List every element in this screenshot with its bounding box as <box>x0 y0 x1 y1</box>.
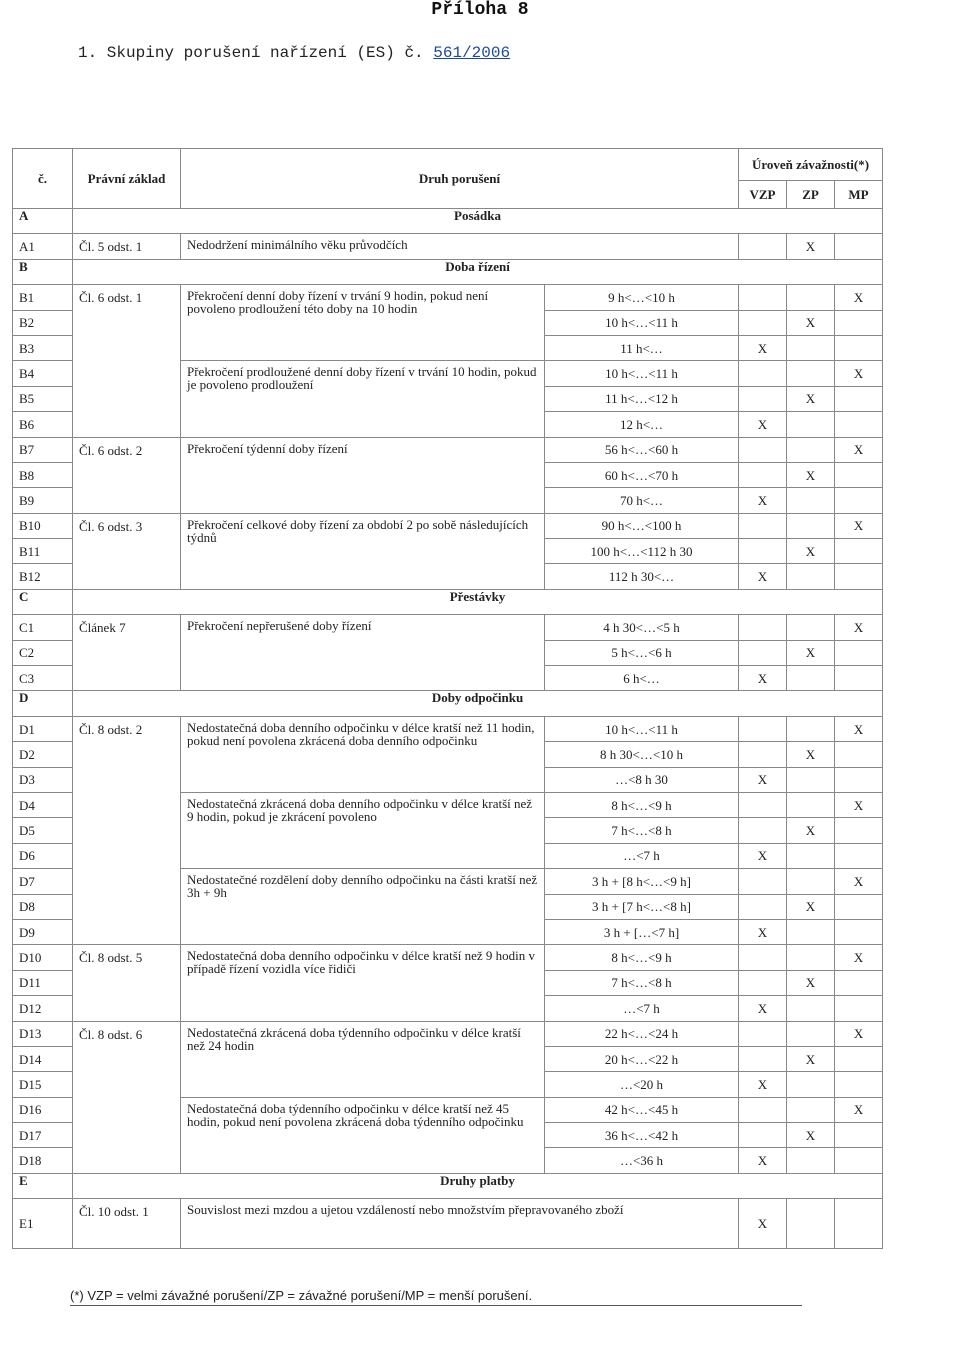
vzp-cell: X <box>739 1148 787 1173</box>
violation-cell: Nedostatečná doba denního odpočinku v délce kratší než 11 hodin, pokud není povolena zkrácená doba denního odpočinku <box>181 716 545 792</box>
section-row-c <box>13 589 883 614</box>
table-row <box>13 1021 883 1046</box>
section-title: Posádka <box>73 209 883 234</box>
violation-cell: Překročení denní doby řízení v trvání 9 hodin, pokud není povoleno prodloužení této doby na 10 hodin <box>181 285 545 361</box>
table-row <box>13 437 883 462</box>
range-cell: 36 h<…<42 h <box>545 1123 739 1148</box>
range-cell: 9 h<…<10 h <box>545 285 739 310</box>
vzp-cell <box>739 792 787 817</box>
legal-basis-cell: Čl. 10 odst. 1 <box>73 1199 181 1249</box>
vzp-cell: X <box>739 843 787 868</box>
table-row <box>13 285 883 310</box>
mp-cell: X <box>835 869 883 894</box>
row-code: D3 <box>13 767 73 792</box>
table-row <box>13 615 883 640</box>
col-header-violation: Druh porušení <box>181 149 739 209</box>
vzp-cell <box>739 539 787 564</box>
mp-cell: X <box>835 1097 883 1122</box>
zp-cell <box>787 1199 835 1249</box>
legal-basis-cell: Čl. 6 odst. 2 <box>73 437 181 513</box>
mp-cell <box>835 919 883 944</box>
row-code: B10 <box>13 513 73 538</box>
range-cell: 90 h<…<100 h <box>545 513 739 538</box>
zp-cell <box>787 666 835 691</box>
zp-cell <box>787 1021 835 1046</box>
violation-cell: Překročení celkové doby řízení za období 2 po sobě následujících týdnů <box>181 513 545 589</box>
zp-cell <box>787 1097 835 1122</box>
range-cell: 42 h<…<45 h <box>545 1097 739 1122</box>
row-code: D7 <box>13 869 73 894</box>
zp-cell: X <box>787 818 835 843</box>
row-code: E1 <box>13 1199 73 1249</box>
legal-basis-cell: Čl. 8 odst. 2 <box>73 716 181 945</box>
violation-cell: Souvislost mezi mzdou a ujetou vzdáleností nebo množstvím přepravovaného zboží <box>181 1199 739 1249</box>
mp-cell <box>835 488 883 513</box>
section-title: Druhy platby <box>73 1173 883 1198</box>
mp-cell <box>835 996 883 1021</box>
zp-cell: X <box>787 970 835 995</box>
mp-cell <box>835 767 883 792</box>
vzp-cell: X <box>739 1199 787 1249</box>
zp-cell <box>787 564 835 589</box>
vzp-cell <box>739 285 787 310</box>
zp-cell <box>787 792 835 817</box>
page-title: Příloha 8 <box>431 0 529 20</box>
zp-cell: X <box>787 1046 835 1071</box>
mp-cell: X <box>835 513 883 538</box>
legal-basis-cell: Čl. 8 odst. 5 <box>73 945 181 1021</box>
mp-cell <box>835 818 883 843</box>
mp-cell: X <box>835 361 883 386</box>
mp-cell <box>835 564 883 589</box>
mp-cell <box>835 335 883 360</box>
col-header-legal-basis: Právní základ <box>73 149 181 209</box>
section-title: Doba řízení <box>73 259 883 284</box>
violation-cell: Nedostatečné rozdělení doby denního odpočinku na části kratší než 3h + 9h <box>181 869 545 945</box>
section-code: D <box>13 691 73 716</box>
section-row-b <box>13 259 883 284</box>
vzp-cell <box>739 640 787 665</box>
section-code: C <box>13 589 73 614</box>
range-cell: 7 h<…<8 h <box>545 818 739 843</box>
vzp-cell <box>739 1046 787 1071</box>
mp-cell: X <box>835 1021 883 1046</box>
legal-basis-cell: Čl. 5 odst. 1 <box>73 234 181 259</box>
row-code: B11 <box>13 539 73 564</box>
row-code: D18 <box>13 1148 73 1173</box>
section-code: A <box>13 209 73 234</box>
row-code: C1 <box>13 615 73 640</box>
row-code: D11 <box>13 970 73 995</box>
range-cell: 8 h<…<9 h <box>545 945 739 970</box>
zp-cell <box>787 869 835 894</box>
mp-cell: X <box>835 792 883 817</box>
vzp-cell <box>739 513 787 538</box>
range-cell: …<7 h <box>545 843 739 868</box>
legal-basis-cell: Čl. 6 odst. 1 <box>73 285 181 437</box>
page-subtitle <box>78 44 510 62</box>
mp-cell <box>835 1123 883 1148</box>
row-code: B4 <box>13 361 73 386</box>
range-cell: 3 h + [8 h<…<9 h] <box>545 869 739 894</box>
row-code: D12 <box>13 996 73 1021</box>
mp-cell <box>835 742 883 767</box>
mp-cell <box>835 1072 883 1097</box>
vzp-cell <box>739 462 787 487</box>
col-header-mp: MP <box>835 181 883 209</box>
violation-cell: Nedodržení minimálního věku průvodčích <box>181 234 739 259</box>
row-code: D17 <box>13 1123 73 1148</box>
vzp-cell <box>739 386 787 411</box>
table-header-row <box>13 149 883 181</box>
vzp-cell <box>739 361 787 386</box>
vzp-cell <box>739 1021 787 1046</box>
range-cell: 10 h<…<11 h <box>545 310 739 335</box>
row-code: D13 <box>13 1021 73 1046</box>
zp-cell: X <box>787 234 835 259</box>
row-code: D8 <box>13 894 73 919</box>
zp-cell <box>787 716 835 741</box>
vzp-cell <box>739 716 787 741</box>
table-row <box>13 513 883 538</box>
mp-cell: X <box>835 945 883 970</box>
mp-cell <box>835 640 883 665</box>
violation-cell: Překročení nepřerušené doby řízení <box>181 615 545 691</box>
section-row-d <box>13 691 883 716</box>
mp-cell <box>835 1148 883 1173</box>
row-code: B7 <box>13 437 73 462</box>
range-cell: …<36 h <box>545 1148 739 1173</box>
subtitle-text: 1. Skupiny porušení nařízení (ES) č. <box>78 44 424 62</box>
row-code: B9 <box>13 488 73 513</box>
row-code: C2 <box>13 640 73 665</box>
violation-cell: Překročení týdenní doby řízení <box>181 437 545 513</box>
mp-cell: X <box>835 615 883 640</box>
mp-cell <box>835 970 883 995</box>
violation-cell: Překročení prodloužené denní doby řízení v trvání 10 hodin, pokud je povoleno prodloužení <box>181 361 545 437</box>
vzp-cell: X <box>739 919 787 944</box>
mp-cell <box>835 310 883 335</box>
row-code: D2 <box>13 742 73 767</box>
mp-cell <box>835 462 883 487</box>
col-header-zp: ZP <box>787 181 835 209</box>
zp-cell <box>787 285 835 310</box>
vzp-cell <box>739 1123 787 1148</box>
range-cell: 70 h<… <box>545 488 739 513</box>
range-cell: 12 h<… <box>545 412 739 437</box>
range-cell: 60 h<…<70 h <box>545 462 739 487</box>
row-code: D6 <box>13 843 73 868</box>
zp-cell <box>787 919 835 944</box>
row-code: D5 <box>13 818 73 843</box>
row-code: B12 <box>13 564 73 589</box>
zp-cell <box>787 843 835 868</box>
zp-cell: X <box>787 310 835 335</box>
mp-cell <box>835 412 883 437</box>
range-cell: 8 h 30<…<10 h <box>545 742 739 767</box>
range-cell: 11 h<… <box>545 335 739 360</box>
col-header-severity: Úroveň závažnosti(*) <box>739 149 883 181</box>
zp-cell <box>787 412 835 437</box>
mp-cell <box>835 666 883 691</box>
vzp-cell: X <box>739 564 787 589</box>
row-code: B5 <box>13 386 73 411</box>
violation-cell: Nedostatečná doba týdenního odpočinku v délce kratší než 45 hodin, pokud není povolena zkrácená doba týdenního odpočinku <box>181 1097 545 1173</box>
range-cell: 8 h<…<9 h <box>545 792 739 817</box>
row-code: D4 <box>13 792 73 817</box>
section-code: B <box>13 259 73 284</box>
legal-basis-cell: Čl. 6 odst. 3 <box>73 513 181 589</box>
zp-cell <box>787 513 835 538</box>
range-cell: 22 h<…<24 h <box>545 1021 739 1046</box>
row-code: B1 <box>13 285 73 310</box>
section-title: Přestávky <box>73 589 883 614</box>
row-code: A1 <box>13 234 73 259</box>
zp-cell: X <box>787 640 835 665</box>
section-row-e <box>13 1173 883 1198</box>
row-code: D14 <box>13 1046 73 1071</box>
regulation-link[interactable]: 561/2006 <box>433 44 511 62</box>
vzp-cell: X <box>739 767 787 792</box>
row-code: D9 <box>13 919 73 944</box>
vzp-cell <box>739 310 787 335</box>
zp-cell: X <box>787 539 835 564</box>
vzp-cell <box>739 615 787 640</box>
zp-cell: X <box>787 386 835 411</box>
range-cell: 100 h<…<112 h 30 <box>545 539 739 564</box>
footnote: (*) VZP = velmi závažné porušení/ZP = závažné porušení/MP = menší porušení. <box>70 1288 802 1306</box>
section-title: Doby odpočinku <box>73 691 883 716</box>
section-code: E <box>13 1173 73 1198</box>
range-cell: 7 h<…<8 h <box>545 970 739 995</box>
row-code: C3 <box>13 666 73 691</box>
mp-cell <box>835 386 883 411</box>
vzp-cell <box>739 437 787 462</box>
mp-cell: X <box>835 437 883 462</box>
range-cell: 20 h<…<22 h <box>545 1046 739 1071</box>
zp-cell <box>787 615 835 640</box>
violation-cell: Nedostatečná zkrácená doba týdenního odpočinku v délce kratší než 24 hodin <box>181 1021 545 1097</box>
mp-cell <box>835 843 883 868</box>
zp-cell <box>787 437 835 462</box>
vzp-cell <box>739 970 787 995</box>
zp-cell <box>787 335 835 360</box>
section-row-a <box>13 209 883 234</box>
row-code: B3 <box>13 335 73 360</box>
range-cell: …<8 h 30 <box>545 767 739 792</box>
vzp-cell: X <box>739 996 787 1021</box>
range-cell: 10 h<…<11 h <box>545 361 739 386</box>
range-cell: 5 h<…<6 h <box>545 640 739 665</box>
vzp-cell <box>739 869 787 894</box>
zp-cell <box>787 767 835 792</box>
vzp-cell: X <box>739 1072 787 1097</box>
range-cell: 3 h + [7 h<…<8 h] <box>545 894 739 919</box>
vzp-cell <box>739 945 787 970</box>
violation-cell: Nedostatečná doba denního odpočinku v délce kratší než 9 hodin v případě řízení vozidla více řidiči <box>181 945 545 1021</box>
range-cell: 4 h 30<…<5 h <box>545 615 739 640</box>
range-cell: 10 h<…<11 h <box>545 716 739 741</box>
mp-cell <box>835 1199 883 1249</box>
mp-cell: X <box>835 285 883 310</box>
zp-cell <box>787 1148 835 1173</box>
zp-cell <box>787 361 835 386</box>
zp-cell <box>787 945 835 970</box>
row-code: D16 <box>13 1097 73 1122</box>
vzp-cell: X <box>739 488 787 513</box>
mp-cell: X <box>835 716 883 741</box>
vzp-cell <box>739 1097 787 1122</box>
col-header-vzp: VZP <box>739 181 787 209</box>
zp-cell <box>787 996 835 1021</box>
table-row <box>13 234 883 259</box>
zp-cell: X <box>787 894 835 919</box>
row-code: B2 <box>13 310 73 335</box>
mp-cell <box>835 1046 883 1071</box>
zp-cell: X <box>787 462 835 487</box>
legal-basis-cell: Článek 7 <box>73 615 181 691</box>
range-cell: 11 h<…<12 h <box>545 386 739 411</box>
violation-cell: Nedostatečná zkrácená doba denního odpočinku v délce kratší než 9 hodin, pokud je zkrácení povoleno <box>181 792 545 868</box>
vzp-cell <box>739 894 787 919</box>
vzp-cell: X <box>739 335 787 360</box>
table-row <box>13 1199 883 1249</box>
row-code: D1 <box>13 716 73 741</box>
range-cell: 56 h<…<60 h <box>545 437 739 462</box>
violations-table <box>12 148 883 1249</box>
row-code: D15 <box>13 1072 73 1097</box>
zp-cell <box>787 1072 835 1097</box>
zp-cell: X <box>787 742 835 767</box>
mp-cell <box>835 894 883 919</box>
table-row <box>13 716 883 741</box>
vzp-cell: X <box>739 666 787 691</box>
range-cell: …<7 h <box>545 996 739 1021</box>
range-cell: …<20 h <box>545 1072 739 1097</box>
range-cell: 3 h + […<7 h] <box>545 919 739 944</box>
range-cell: 6 h<… <box>545 666 739 691</box>
col-header-no: č. <box>13 149 73 209</box>
zp-cell <box>787 488 835 513</box>
range-cell: 112 h 30<… <box>545 564 739 589</box>
mp-cell <box>835 539 883 564</box>
row-code: B6 <box>13 412 73 437</box>
zp-cell: X <box>787 1123 835 1148</box>
vzp-cell <box>739 818 787 843</box>
vzp-cell <box>739 234 787 259</box>
table-row <box>13 945 883 970</box>
row-code: B8 <box>13 462 73 487</box>
vzp-cell: X <box>739 412 787 437</box>
legal-basis-cell: Čl. 8 odst. 6 <box>73 1021 181 1173</box>
row-code: D10 <box>13 945 73 970</box>
mp-cell <box>835 234 883 259</box>
vzp-cell <box>739 742 787 767</box>
